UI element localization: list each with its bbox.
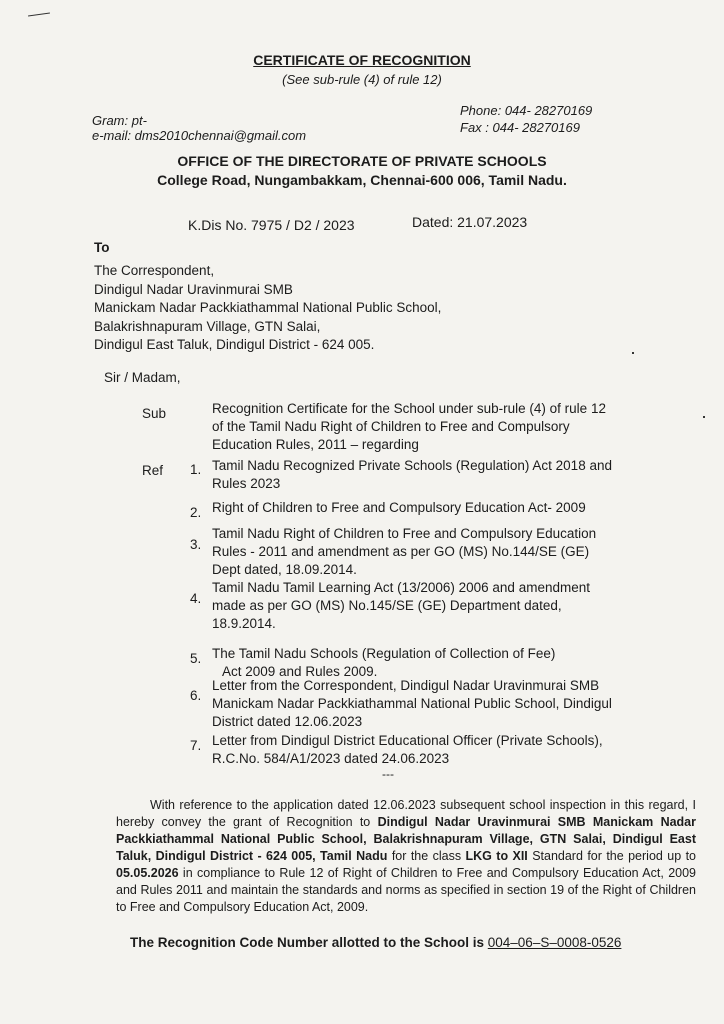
ref-item [212, 499, 586, 517]
ref-number: 4. [190, 591, 202, 606]
subject-line: Education Rules, 2011 – regarding [212, 437, 419, 452]
ref-line: District dated 12.06.2023 [212, 714, 363, 729]
class-range: LKG to XII [465, 849, 528, 863]
ref-line: Tamil Nadu Tamil Learning Act (13/2006) 2006 and amendment [212, 580, 590, 595]
ref-number: 5. [190, 651, 202, 666]
ref-number: 3. [190, 537, 202, 552]
dated: Dated: 21.07.2023 [412, 214, 528, 230]
ref-item [212, 457, 612, 493]
address-line: Balakrishnapuram Village, GTN Salai, [94, 318, 321, 334]
salutation: Sir / Madam, [104, 370, 181, 385]
email-line: e-mail: dms2010chennai@gmail.com [92, 128, 307, 143]
address-line: Dindigul Nadar Uravinmurai SMB [94, 281, 293, 297]
gram-label: Gram: pt- [92, 113, 147, 128]
ref-line: Letter from the Correspondent, Dindigul Nadar Uravinmurai SMB [212, 678, 600, 693]
ref-item [212, 525, 596, 579]
ref-item [212, 645, 555, 681]
recognition-code: 004–06–S–0008-0526 [487, 935, 622, 950]
fax-line: Fax : 044- 28270169 [460, 120, 580, 135]
ref-line: Letter from Dindigul District Educational Officer (Private Schools), [212, 733, 603, 748]
subject-text [212, 400, 606, 454]
address-line: The Correspondent, [94, 263, 215, 278]
ref-item [212, 579, 590, 633]
kdis-number: K.Dis No. 7975 / D2 / 2023 [188, 217, 355, 233]
ref-number: 6. [190, 688, 202, 703]
sub-label: Sub [142, 406, 167, 421]
phone-line: Phone: 044- 28270169 [460, 103, 593, 118]
body-text: With reference to the application dated 12.06.2023 subsequent school inspection in this regard, I hereby convey the grant of Recognition to [116, 798, 696, 829]
body-text: for the class [387, 849, 466, 863]
ref-item [212, 732, 603, 768]
to-label: To [94, 240, 110, 255]
ref-line: Tamil Nadu Recognized Private Schools (Regulation) Act 2018 and [212, 458, 612, 473]
scan-mark [703, 416, 705, 418]
ref-item [212, 677, 612, 731]
ref-line: 18.9.2014. [212, 616, 276, 631]
scan-mark [28, 12, 50, 16]
subject-line: Recognition Certificate for the School under sub-rule (4) of rule 12 [212, 401, 606, 416]
ref-number: 7. [190, 738, 202, 753]
certificate-subtitle: (See sub-rule (4) of rule 12) [282, 72, 442, 87]
ref-line: Dept dated, 18.09.2014. [212, 562, 357, 577]
ref-label: Ref [142, 463, 164, 478]
ref-line: Rules 2023 [212, 476, 281, 491]
body-paragraph [116, 797, 696, 916]
ref-line: Right of Children to Free and Compulsory Education Act- 2009 [212, 500, 586, 515]
ref-line: Act 2009 and Rules 2009. [222, 664, 378, 679]
ref-line: R.C.No. 584/A1/2023 dated 24.06.2023 [212, 751, 450, 766]
scan-mark [632, 352, 634, 354]
ref-number: 2. [190, 505, 202, 520]
ref-line: The Tamil Nadu Schools (Regulation of Collection of Fee) [212, 646, 556, 661]
ref-number: 1. [190, 462, 202, 477]
address-line: Manickam Nadar Packkiathammal National Public School, [94, 300, 442, 315]
body-text: Standard for the period up to [527, 849, 696, 863]
recognition-code-line [130, 935, 621, 950]
ref-line: Rules - 2011 and amendment as per GO (MS) No.144/SE (GE) [212, 544, 590, 559]
school-name: Dindigul Nadar Uravinmurai SMB Manickam Nadar Packkiathammal National Public School, Balakrishnapuram Village, GTN Salai, Dindigul East Taluk, Dindigul District - 624 005, Tamil Nadu [116, 815, 696, 863]
certificate-title: CERTIFICATE OF RECOGNITION [253, 52, 471, 68]
ref-line: Tamil Nadu Right of Children to Free and Compulsory Education [212, 526, 597, 541]
validity-date: 05.05.2026 [116, 866, 179, 880]
body-text: in compliance to Rule 12 of Right of Children to Free and Compulsory Education Act, 2009 and Rules 2011 and maintain the standards and norms as specified in section 19 of the Right of Children to Free and Compulsory Education Act, 2009. [116, 866, 696, 914]
ref-line: Manickam Nadar Packkiathammal National Public School, Dindigul [212, 696, 612, 711]
address-line: Dindigul East Taluk, Dindigul District - 624 005. [94, 337, 375, 352]
subject-line: of the Tamil Nadu Right of Children to Free and Compulsory [212, 419, 570, 434]
separator: --- [382, 767, 394, 781]
recognition-label: The Recognition Code Number allotted to the School is [130, 935, 488, 950]
recipient-address [94, 262, 441, 355]
ref-line: made as per GO (MS) No.145/SE (GE) Department dated, [212, 598, 562, 613]
office-name: OFFICE OF THE DIRECTORATE OF PRIVATE SCHOOLS [177, 153, 547, 169]
office-address: College Road, Nungambakkam, Chennai-600 006, Tamil Nadu. [157, 172, 567, 188]
